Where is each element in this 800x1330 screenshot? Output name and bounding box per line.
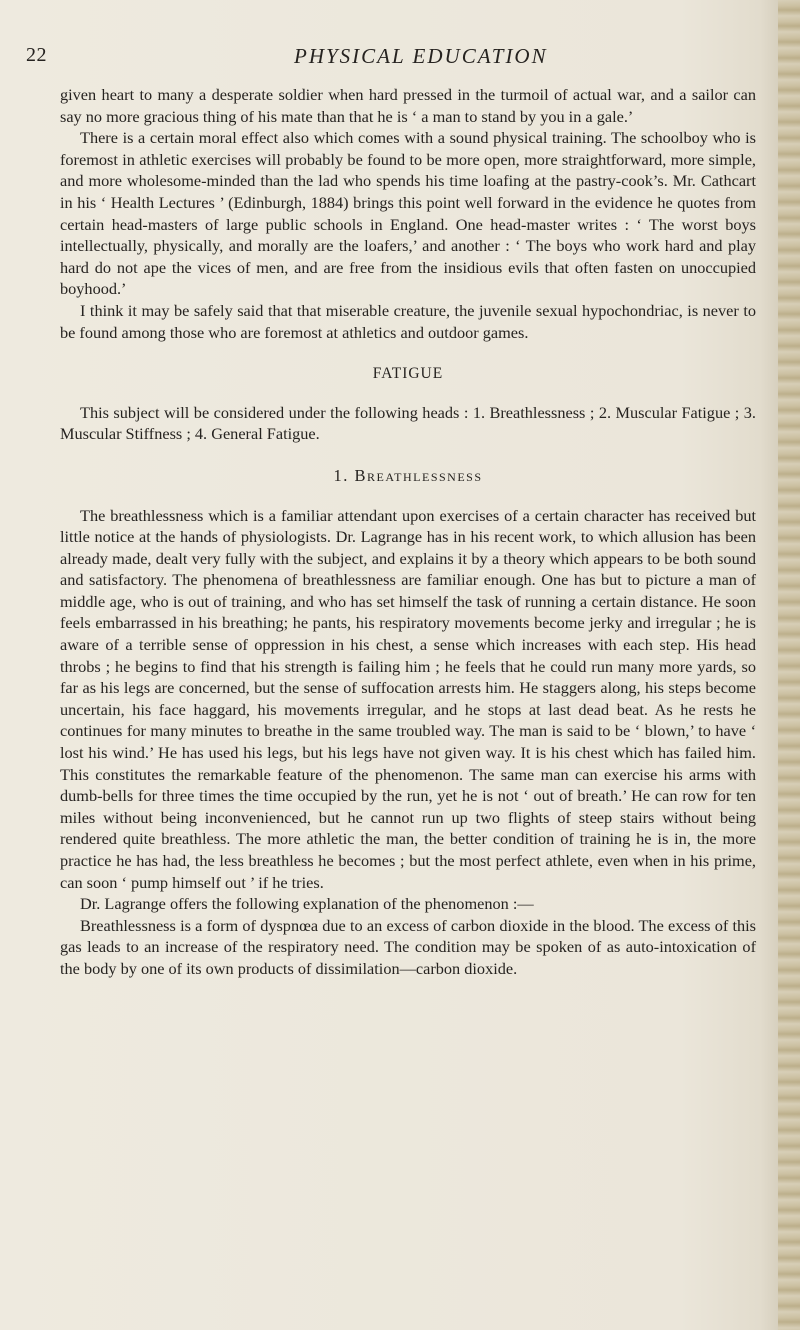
paragraph-breathlessness: The breathlessness which is a familiar attendant upon exercises of a certain character has received but little notice at the hands of physiologists. Dr. Lagrange has in his recent work, to which allusion has been already made, dealt very fully with the subject, and explains it by a theory which appears to be both sound and satisfactory. The phenomena of breathlessness are familiar enough. One has but to picture a man of middle age, who is out of training, and who has set himself the task of running a certain distance. He soon feels embarrassed in his breathing; he pants, his respiratory movements become jerky and irregular ; he is aware of a terrible sense of oppression in his chest, a sense which increases with each step. His head throbs ; he begins to find that his strength is failing him ; he feels that he could run many more yards, so far as his legs are concerned, but the sense of suffocation arrests him. He staggers along, his steps become uncertain, his face haggard, his movements irregular, and he stops at last dead beat. As he rests he continues for many minutes to breathe in the same troubled way. The man is said to be ‘ blown,’ to have ‘ lost his wind.’ He has used his legs, but his legs have not given way. It is his chest which has failed him. This constitutes the remarkable feature of the phenomenon. The same man can exercise his arms with dumb-bells for three times the time occupied by the run, yet he is not ‘ out of breath.’ He can row for ten miles without being inconvenienced, but he cannot run up two flights of steep stairs without being rendered quite breathless. The more athletic the man, the better condition of training he is in, the more practice he has had, the less breathless he becomes ; but the most perfect athlete, even when in his prime, can soon ‘ pump himself out ’ if he tries. [60, 505, 756, 892]
paragraph-dyspnoea: Breathlessness is a form of dyspnœa due to an excess of carbon dioxide in the blood. The excess of this gas leads to an increase of the respiratory need. The condition may be spoken of as auto-intoxication of the body by one of its own products of dissimilation—carbon dioxide. [60, 915, 756, 978]
page-header [26, 44, 781, 74]
paragraph-lagrange-intro: Dr. Lagrange offers the following explanation of the phenomenon :— [80, 894, 534, 914]
page-edge [778, 0, 800, 1330]
paragraph-continued: given heart to many a desperate soldier when hard pressed in the turmoil of actual war, and a sailor can say no more gracious thing of his mate than that he is ‘ a man to stand by you in a gale.’ [60, 85, 756, 126]
page-body [60, 84, 756, 980]
page-number: 22 [26, 44, 47, 66]
paragraph-moral-effect: There is a certain moral effect also which comes with a sound physical training. The schoolboy who is foremost in athletic exercises will probably be found to be more open, more straightforward, more simple, and more wholesome-minded than the lad who spends his time loafing at the pastry-cook’s. Mr. Cathcart in his ‘ Health Lectures ’ (Edinburgh, 1884) brings this point well forward in the evidence he quotes from certain head-masters of large public schools in England. One head-master writes : ‘ The worst boys intellectually, physically, and morally are the loafers,’ and another : ‘ The boys who work hard and play hard do not ape the vices of men, and are free from the insidious evils that often fasten on unoccupied boyhood.’ [60, 128, 756, 299]
paragraph-heads: This subject will be considered under the following heads : 1. Breathlessness ; 2. Muscular Fatigue ; 3. Muscular Stiffness ; 4. General Fatigue. [60, 402, 756, 444]
paragraph-hypochondriac: I think it may be safely said that that miserable creature, the juvenile sexual hypochondriac, is never to be found among those who are foremost at athletics and outdoor games. [60, 300, 756, 342]
subsection-heading-breathlessness: 1. Breathlessness [333, 465, 483, 485]
running-title: PHYSICAL EDUCATION [294, 44, 548, 68]
section-heading-fatigue: FATIGUE [372, 365, 444, 383]
